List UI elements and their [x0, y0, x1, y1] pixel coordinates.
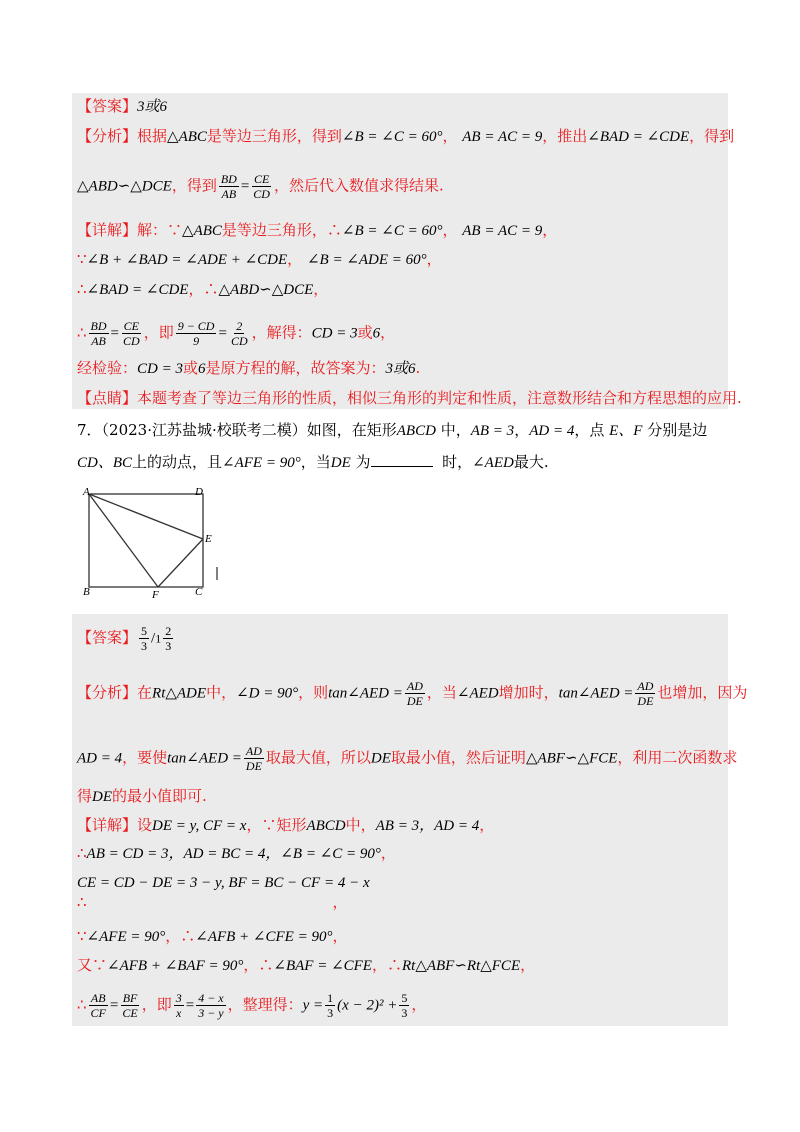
rectangle-figure [80, 484, 230, 600]
text: 7．（2023·江苏盐城·校联考二模）如图，在矩形 [77, 421, 397, 439]
math: AB = 3，AD = 4 [375, 818, 480, 834]
math: ABCD [306, 818, 346, 834]
math: CD、BC [77, 455, 133, 471]
text: ，要使 [122, 748, 168, 767]
analysis-line-2 [77, 172, 444, 201]
math: AB = AC = 9 [462, 129, 543, 145]
math: ∠AFB + ∠CFE = 90° [195, 929, 333, 945]
analysis-line-2-1 [77, 679, 747, 708]
math: 6 [198, 361, 206, 377]
math: △ABC [182, 223, 222, 239]
math: = [185, 997, 195, 1014]
text: ∴ [77, 844, 87, 862]
frac-den: CE [122, 1006, 138, 1020]
answer-line-2 [77, 624, 175, 653]
text: 的最小值即可. [112, 787, 207, 805]
answer-blank [371, 452, 433, 467]
text: ， [426, 250, 442, 268]
text: ，得到 [171, 176, 217, 195]
detail-line-2-6 [77, 955, 535, 976]
fraction [174, 991, 184, 1020]
detail-line-3 [77, 279, 328, 300]
text: ， [313, 280, 329, 298]
frac-den: CD [230, 334, 248, 348]
answer-label: 【答案】 [77, 97, 138, 115]
detail-label: 【详解】 [77, 816, 138, 834]
math: ∠BAF = ∠CFE [273, 958, 372, 974]
detail-label: 【详解】 [77, 221, 138, 239]
text: ， [479, 816, 495, 834]
text: 上的动点，且 [132, 453, 223, 471]
text: 经检验： [77, 359, 138, 377]
frac-num: 2 [165, 624, 172, 638]
frac-den: DE [406, 694, 423, 708]
text: ， [332, 927, 348, 945]
math: DE [330, 455, 351, 471]
math: AB = 3 [470, 423, 515, 439]
text: ，得到 [689, 127, 735, 145]
detail-line-2-5 [77, 926, 347, 947]
math: tan∠AED = [167, 750, 242, 767]
label-e: E [205, 533, 212, 545]
fraction [176, 319, 217, 348]
math: (x − 2)² + [337, 997, 398, 1014]
analysis-label: 【分析】 [77, 127, 138, 145]
math: CE = CD − DE = 3 − y, BF = BC − CF = 4 − x [77, 875, 370, 891]
frac-den: x [176, 1006, 182, 1020]
frac-den: DE [245, 759, 262, 773]
text: ，推出 [542, 127, 588, 145]
text: ， [411, 995, 427, 1014]
text: ，点 [574, 421, 605, 439]
fraction [635, 679, 655, 708]
math: 6 [372, 325, 381, 342]
label-c: C [195, 586, 203, 598]
text: ∵ [77, 250, 87, 268]
math: ∠AFB + ∠BAF = 90° [107, 958, 244, 974]
frac-den: CD [123, 334, 140, 348]
analysis-line-1 [77, 126, 734, 147]
fraction [196, 991, 225, 1020]
fraction [325, 991, 335, 1020]
text: ， [442, 221, 458, 239]
segment-fe [158, 539, 203, 587]
frac-num: 5 [401, 991, 408, 1005]
text: 增加时， [498, 683, 559, 702]
label-f: F [152, 589, 159, 600]
text: 在 [137, 683, 153, 702]
label-b: B [83, 586, 90, 598]
fraction [163, 624, 173, 653]
text: ， [380, 323, 396, 342]
detail-line-2-7 [77, 991, 426, 1020]
answer-label: 【答案】 [77, 628, 138, 647]
text: 是等边三角形，∴ [221, 221, 342, 239]
text: ， [514, 421, 530, 439]
math: CD = 3 [137, 361, 183, 377]
frac-num: 1 [327, 991, 334, 1005]
detail-line-1 [77, 220, 557, 241]
frac-num: BD [90, 319, 107, 333]
frac-num: AD [245, 744, 262, 758]
math: ∠AFE = 90° [222, 455, 301, 471]
math: AD = 4 [77, 750, 123, 767]
frac-num: 5 [141, 624, 148, 638]
text: ，∴ [188, 280, 219, 298]
frac-num: BD [220, 172, 237, 186]
frac-num: 9 − CD [177, 319, 215, 333]
text: 也增加，因为 [657, 683, 748, 702]
detail-line-4 [77, 319, 395, 348]
detail-line-2-3 [77, 872, 370, 893]
text: ，∴ [243, 956, 274, 974]
text: ， [332, 893, 348, 911]
frac-num: AD [406, 679, 423, 693]
math: tan∠AED = [558, 685, 634, 702]
text: 是原方程的解，故答案为： [205, 359, 386, 377]
fraction [120, 991, 139, 1020]
fraction [219, 172, 239, 201]
text: ∴ [77, 893, 87, 911]
text: 或 [182, 359, 198, 377]
frac-den: AB [221, 187, 237, 201]
math: y = [302, 997, 324, 1014]
text: . [415, 359, 421, 377]
math: ∠B + ∠BAD = ∠ADE + ∠CDE [86, 252, 288, 268]
math: 1 [155, 631, 162, 646]
frac-den: 3 − y [198, 1006, 224, 1020]
text: ，则 [298, 683, 329, 702]
text: 解：∵ [137, 221, 183, 239]
math: AD = 4 [529, 423, 575, 439]
math: ∠B = ∠C = 60° [341, 223, 443, 239]
analysis-line-2-3 [77, 786, 207, 807]
answer-value: 3或6 [137, 99, 168, 115]
frac-num: 3 [175, 991, 182, 1005]
text: 时， [442, 453, 473, 471]
text: 又∵ [77, 956, 108, 974]
math: = [240, 178, 250, 195]
text: ， [380, 844, 396, 862]
math: ∠BAD = ∠CDE [86, 282, 189, 298]
frac-num: BF [122, 991, 138, 1005]
question-7-line-1 [77, 420, 707, 441]
math: ∠BAD = ∠CDE [587, 129, 690, 145]
fraction [139, 624, 149, 653]
analysis-label: 【分析】 [77, 683, 138, 702]
text: ，利用二次函数求 [617, 748, 738, 767]
fraction [251, 172, 272, 201]
math: AB = CD = 3，AD = BC = 4，∠B = ∠C = 90° [86, 846, 381, 862]
frac-num: AB [90, 991, 106, 1005]
math: = [218, 325, 227, 342]
text: ∵ [77, 927, 87, 945]
math: △ABD∽△DCE [218, 282, 314, 298]
frac-num: CE [123, 319, 140, 333]
frac-den: 3 [165, 639, 172, 653]
check-line [77, 358, 420, 379]
text: ，即 [141, 995, 172, 1014]
frac-den: 3 [141, 639, 148, 653]
text: 中， [206, 683, 237, 702]
text: ∴ [77, 323, 87, 342]
frac-den: DE [637, 694, 654, 708]
frac-den: CD [253, 187, 270, 201]
math: / [151, 630, 156, 647]
math: Rt△ADE [152, 685, 207, 702]
text: 是等边三角形，得到 [206, 127, 342, 145]
detail-line-2-1 [77, 815, 494, 836]
text: 取最小值，然后证明 [390, 748, 526, 767]
text: ，解得： [251, 323, 312, 342]
rectangle-abcd [89, 494, 203, 587]
text: 得 [77, 787, 93, 805]
fraction [121, 319, 142, 348]
label-d: D [195, 486, 203, 498]
text: ，∵矩形 [246, 816, 307, 834]
frac-den: 3 [327, 1006, 334, 1020]
math: E、F [609, 423, 643, 439]
fraction [399, 991, 409, 1020]
math: tan∠AED = [328, 685, 403, 702]
text: ，即 [143, 323, 174, 342]
text: 取最大值，所以 [265, 748, 371, 767]
math: DE [92, 789, 113, 805]
frac-den: AB [91, 334, 106, 348]
fraction [89, 319, 109, 348]
text: ， [520, 956, 536, 974]
frac-num: CE [253, 172, 270, 186]
math: AB = AC = 9 [462, 223, 543, 239]
math: ABCD [396, 423, 436, 439]
frac-num: 4 − x [198, 991, 224, 1005]
text: 分别是边 [647, 421, 708, 439]
math: 3或6 [385, 361, 416, 377]
frac-den: CF [90, 1006, 106, 1020]
question-7-line-2 [77, 452, 549, 473]
math: ∠AED [456, 685, 499, 702]
math: △ABF∽△FCE [525, 750, 618, 767]
label-a: A [83, 486, 90, 498]
text: 中， [440, 421, 471, 439]
text: ， [442, 127, 458, 145]
frac-den: 3 [401, 1006, 408, 1020]
text: ，当 [426, 683, 457, 702]
answer-line-1 [77, 96, 167, 117]
math: CD = 3 [311, 325, 358, 342]
text: ，整理得： [227, 995, 303, 1014]
math: DE [370, 750, 391, 767]
math: ∠D = 90° [236, 685, 299, 702]
text: ，然后代入数值求得结果. [273, 176, 444, 195]
math: ∠AED [472, 455, 514, 471]
text: ， [287, 250, 303, 268]
math: Rt△ABF∽Rt△FCE [401, 958, 521, 974]
point-label: 【点睛】 [77, 389, 138, 407]
text: ， [542, 221, 558, 239]
text: ，当 [300, 453, 331, 471]
detail-line-2-4 [77, 892, 348, 912]
point-line [77, 388, 742, 408]
detail-line-2 [77, 249, 442, 270]
text: 根据 [137, 127, 168, 145]
text: ∴ [77, 995, 87, 1014]
text: 或 [357, 323, 373, 342]
text: ，∴ [371, 956, 402, 974]
frac-num: AD [637, 679, 654, 693]
detail-line-2-2 [77, 843, 396, 864]
math: ∠AFE = 90° [86, 929, 166, 945]
text: 中， [345, 816, 376, 834]
text: 最大. [513, 453, 549, 471]
text: 本题考查了等边三角形的性质，相似三角形的判定和性质，注意数形结合和方程思想的应用. [137, 389, 742, 407]
math: ∠B = ∠ADE = 60° [306, 252, 427, 268]
math: = [110, 325, 120, 342]
math: ∠B = ∠C = 60° [341, 129, 443, 145]
frac-num: 2 [236, 319, 243, 333]
fraction [244, 744, 264, 773]
fraction [229, 319, 250, 348]
text: ，∴ [165, 927, 196, 945]
text: 设 [137, 816, 153, 834]
math: = [109, 997, 119, 1014]
fraction [89, 991, 108, 1020]
math: DE = y, CF = x [152, 818, 247, 834]
math: △ABD∽△DCE [77, 178, 172, 195]
fraction [405, 679, 425, 708]
text: 为 [355, 453, 371, 471]
text: ∴ [77, 280, 87, 298]
analysis-line-2-2 [77, 744, 737, 773]
math: △ABC [167, 129, 207, 145]
frac-den: 9 [193, 334, 200, 348]
